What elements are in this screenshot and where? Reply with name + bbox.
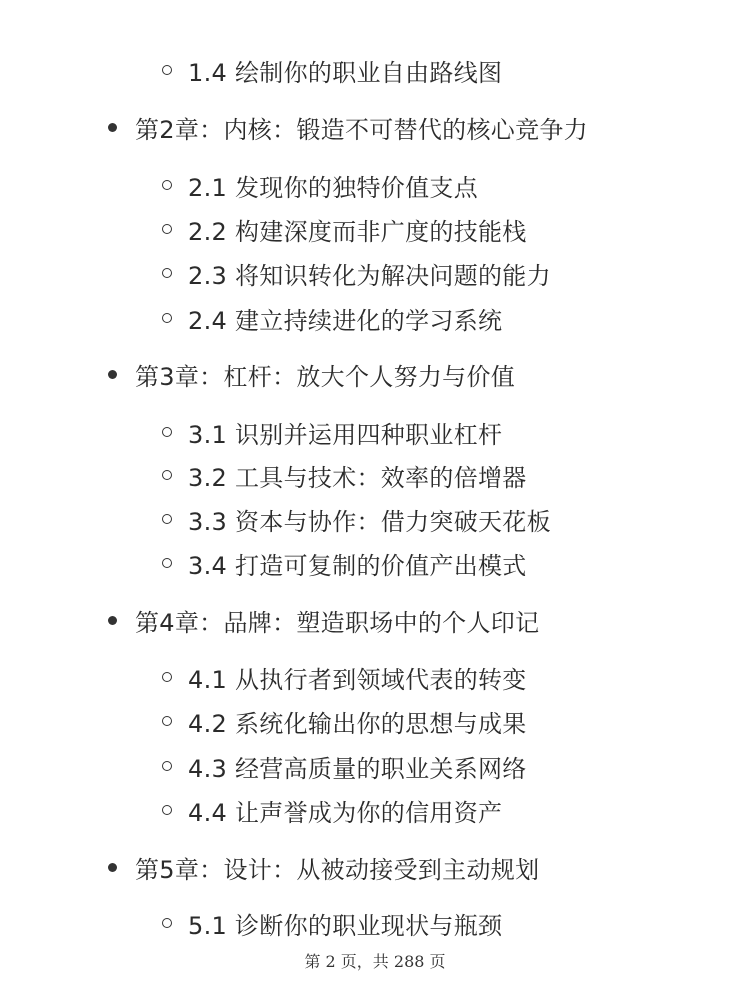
toc-chapter-item	[108, 600, 539, 640]
toc-section-item	[162, 701, 527, 741]
hollow-circle-bullet-icon	[162, 313, 172, 323]
toc-section-item	[162, 455, 527, 495]
hollow-circle-bullet-icon	[162, 805, 172, 815]
hollow-circle-bullet-icon	[162, 918, 172, 928]
toc-item-text: 第5章：设计：从被动接受到主动规划	[135, 855, 540, 884]
toc-section-item	[162, 746, 527, 786]
toc-chapter-item	[108, 847, 539, 887]
toc-item-text: 第4章：品牌：塑造职场中的个人印记	[135, 608, 540, 637]
toc-item-text: 2.1 发现你的独特价值支点	[188, 173, 478, 202]
toc-item-text: 3.2 工具与技术：效率的倍增器	[188, 463, 527, 492]
hollow-circle-bullet-icon	[162, 716, 172, 726]
filled-disc-bullet-icon	[108, 863, 117, 872]
filled-disc-bullet-icon	[108, 123, 117, 132]
toc-item-text: 4.4 让声誉成为你的信用资产	[188, 798, 503, 827]
toc-section-item	[162, 253, 551, 293]
toc-section-item	[162, 903, 502, 943]
toc-item-text: 4.1 从执行者到领域代表的转变	[188, 665, 527, 694]
hollow-circle-bullet-icon	[162, 224, 172, 234]
toc-item-text: 2.2 构建深度而非广度的技能栈	[188, 217, 527, 246]
toc-section-item	[162, 499, 551, 539]
toc-item-text: 1.4 绘制你的职业自由路线图	[188, 58, 503, 87]
toc-item-text: 4.3 经营高质量的职业关系网络	[188, 754, 527, 783]
toc-section-item	[162, 165, 478, 205]
toc-item-text: 5.1 诊断你的职业现状与瓶颈	[188, 911, 503, 940]
toc-section-item	[162, 790, 502, 830]
toc-item-text: 2.3 将知识转化为解决问题的能力	[188, 261, 551, 290]
toc-item-text: 第3章：杠杆：放大个人努力与价值	[135, 362, 516, 391]
hollow-circle-bullet-icon	[162, 180, 172, 190]
filled-disc-bullet-icon	[108, 370, 117, 379]
toc-item-text: 2.4 建立持续进化的学习系统	[188, 306, 503, 335]
toc-section-item	[162, 543, 527, 583]
hollow-circle-bullet-icon	[162, 672, 172, 682]
toc-item-text: 4.2 系统化输出你的思想与成果	[188, 709, 527, 738]
toc-section-item	[162, 298, 502, 338]
toc-chapter-item	[108, 354, 515, 394]
toc-section-item	[162, 209, 527, 249]
toc-item-text: 3.1 识别并运用四种职业杠杆	[188, 420, 503, 449]
toc-chapter-item	[108, 107, 588, 147]
page-number-footer: 第 2 页，共 288 页	[304, 952, 446, 971]
hollow-circle-bullet-icon	[162, 761, 172, 771]
toc-item-text: 第2章：内核：锻造不可替代的核心竞争力	[135, 115, 588, 144]
toc-section-item	[162, 50, 502, 90]
hollow-circle-bullet-icon	[162, 470, 172, 480]
toc-item-text: 3.4 打造可复制的价值产出模式	[188, 551, 527, 580]
hollow-circle-bullet-icon	[162, 268, 172, 278]
toc-item-text: 3.3 资本与协作：借力突破天花板	[188, 507, 551, 536]
hollow-circle-bullet-icon	[162, 558, 172, 568]
filled-disc-bullet-icon	[108, 616, 117, 625]
hollow-circle-bullet-icon	[162, 65, 172, 75]
toc-section-item	[162, 412, 502, 452]
hollow-circle-bullet-icon	[162, 427, 172, 437]
hollow-circle-bullet-icon	[162, 514, 172, 524]
toc-section-item	[162, 657, 527, 697]
